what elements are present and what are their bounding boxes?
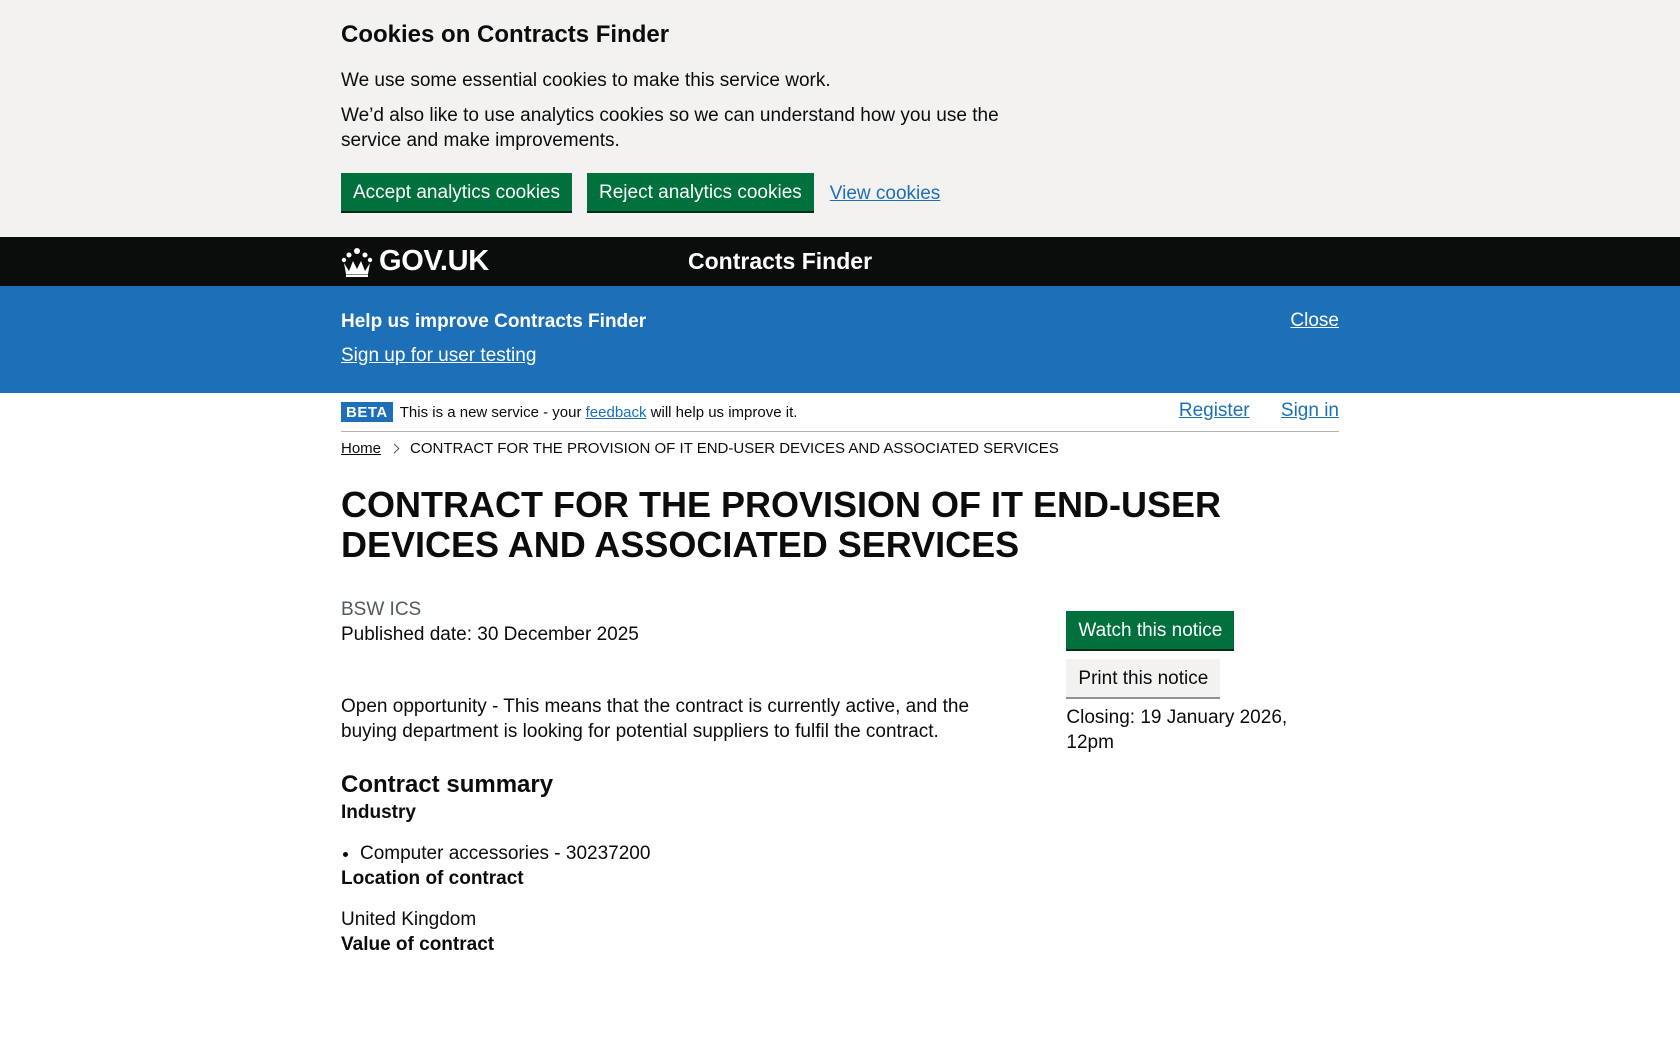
cookie-banner-text-analytics: We’d also like to use analytics cookies so we can understand how you use the service and make improvements. <box>341 105 999 151</box>
phase-text-after: will help us improve it. <box>646 403 798 421</box>
notice-status: Open opportunity - This means that the contract is currently active, and the buying department is looking for potential suppliers to fulfil the contract. <box>341 696 970 742</box>
service-name[interactable]: Contracts Finder <box>688 248 873 274</box>
notice-details <box>341 597 1066 957</box>
accept-cookies-button[interactable]: Accept analytics cookies <box>341 173 572 211</box>
industry-label: Industry <box>341 802 416 823</box>
help-banner-title: Help us improve Contracts Finder <box>341 311 647 332</box>
breadcrumb <box>341 440 1339 457</box>
location-label: Location of contract <box>341 868 524 889</box>
beta-tag: BETA <box>341 402 393 422</box>
cookie-banner-title: Cookies on Contracts Finder <box>341 21 670 48</box>
feedback-link[interactable]: feedback <box>585 403 647 421</box>
page-title: CONTRACT FOR THE PROVISION OF IT END-USER DEVICES AND ASSOCIATED SERVICES <box>341 484 1222 565</box>
industry-list <box>341 841 1066 866</box>
register-link[interactable]: Register <box>1178 400 1250 421</box>
notice-actions <box>1066 597 1339 957</box>
watch-notice-button[interactable]: Watch this notice <box>1066 611 1234 649</box>
help-banner <box>0 286 1680 393</box>
govuk-logo-text: GOV.UK <box>379 245 489 277</box>
print-notice-button[interactable]: Print this notice <box>1066 659 1220 697</box>
view-cookies-link[interactable]: View cookies <box>829 183 941 204</box>
published-date: Published date: 30 December 2025 <box>341 624 639 645</box>
breadcrumb-home-link[interactable]: Home <box>341 440 382 457</box>
site-header <box>0 237 1680 286</box>
phase-text-before: This is a new service - your <box>399 403 586 421</box>
organisation-name: BSW ICS <box>341 599 422 620</box>
cookie-banner-text-essential: We use some essential cookies to make this service work. <box>341 70 831 91</box>
close-help-banner-link[interactable]: Close <box>1290 310 1339 331</box>
sign-in-link[interactable]: Sign in <box>1280 400 1339 421</box>
chevron-right-icon <box>390 444 400 454</box>
user-testing-signup-link[interactable]: Sign up for user testing <box>341 345 537 366</box>
account-links <box>1153 400 1339 422</box>
industry-item: • Computer accessories - 30237200 <box>360 841 1066 866</box>
breadcrumb-current: CONTRACT FOR THE PROVISION OF IT END-USER DEVICES AND ASSOCIATED SERVICES <box>410 440 1059 457</box>
crown-icon <box>341 247 373 277</box>
value-label: Value of contract <box>341 934 495 955</box>
govuk-logo-link[interactable] <box>341 245 489 278</box>
phase-banner-text <box>400 404 798 421</box>
location-value: United Kingdom <box>341 909 477 930</box>
cookie-banner <box>0 0 1680 237</box>
closing-date: Closing: 19 January 2026, 12pm <box>1066 707 1288 753</box>
phase-banner <box>341 393 1339 432</box>
reject-cookies-button[interactable]: Reject analytics cookies <box>587 173 814 211</box>
contract-summary-heading: Contract summary <box>341 771 554 798</box>
